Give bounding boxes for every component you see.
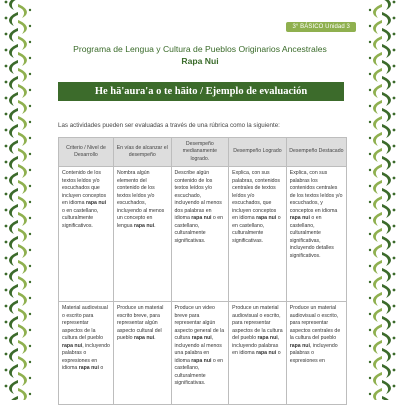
intro-text: Las actividades pueden ser evaluadas a través de una rúbrica como la siguiente: [58, 122, 280, 129]
header-destacado: Desempeño Destacado [286, 138, 346, 167]
header-medianamente: Desempeño medianamente logrado. [171, 138, 229, 167]
header-en-vias: En vías de alcanzar el desempeño [113, 138, 171, 167]
table-cell: Produce un material escrito breve, para representar algún aspecto cultural del pueblo rapa nui. [113, 302, 171, 405]
table-cell: Produce un material audiovisual o escrito, para representar aspectos de la cultura del pueblo rapa nui, incluyendo palabras en idioma rapa nui o [229, 302, 287, 405]
table-row [59, 167, 347, 302]
decorative-border-right [364, 0, 400, 400]
table-cell: Describe algún contenido de los textos leídos y/o escuchado, incluyendo al menos dos palabras en idioma rapa nui o en castellano, culturalmente significativas. [171, 167, 229, 302]
header-logrado: Desempeño Logrado [229, 138, 287, 167]
header-criterio: Criterio / Nivel de Desarrollo [59, 138, 114, 167]
evaluation-rubric-table [58, 137, 347, 405]
table-cell: Nombra algún elemento del contenido de los textos leídos y/o escuchados, incluyendo al menos un concepto en lengua rapa nui. [113, 167, 171, 302]
decorative-border-left [0, 0, 36, 400]
section-title: He hā'aura'a o te hāito / Ejemplo de evaluación [58, 82, 344, 101]
table-cell: Explica, con sus palabras los contenidos centrales de los textos leídos y/o escuchados, y conceptos en idioma rapa nui o en castellano, culturalmente significativas, incluyendo detalles significativos. [286, 167, 346, 302]
table-cell: Produce un video breve para representar algún aspecto general de la cultura rapa nui, incluyendo al menos una palabra en idioma rapa nui o en castellano, culturalmente significativas. [171, 302, 229, 405]
table-header-row [59, 138, 347, 167]
program-subtitle: Rapa Nui [181, 56, 219, 66]
table-cell: Produce un material audiovisual o escrito, para representar aspectos centrales de la cultura del pueblo rapa nui, incluyendo palabras o expresiones en [286, 302, 346, 405]
table-row [59, 302, 347, 405]
grade-unit-badge: 3° BÁSICO Unidad 3 [286, 22, 356, 32]
table-cell: Material audiovisual o escrito para representar aspectos de la cultura del pueblo rapa nui, incluyendo palabras o expresiones en idioma rapa nui o [59, 302, 114, 405]
program-title: Programa de Lengua y Cultura de Pueblos Originarios Ancestrales [73, 44, 327, 54]
table-cell: Contenido de los textos leídos y/o escuchados que incluyen conceptos en idioma rapa nui o en castellano, culturalmente significativos. [59, 167, 114, 302]
table-cell: Explica, con sus palabras, contenidos centrales de textos leídos y/o escuchados, que incluyen conceptos en idioma rapa nui o en castellano, culturalmente significativas. [229, 167, 287, 302]
